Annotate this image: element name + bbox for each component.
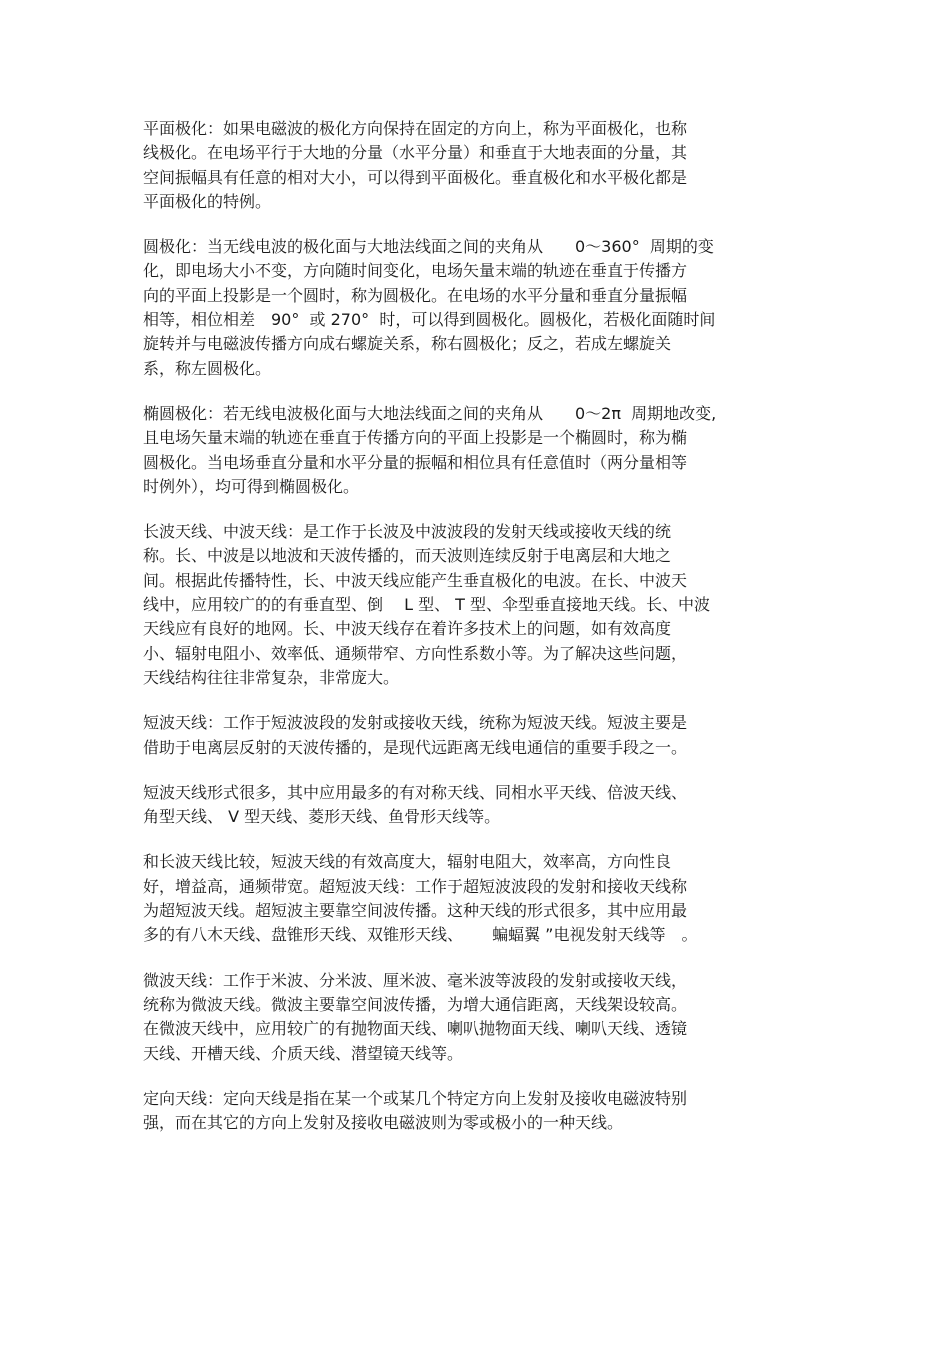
document-body xyxy=(143,117,793,1156)
text-line: 微波天线：工作于米波、分米波、厘米波、毫米波等波段的发射或接收天线， xyxy=(143,970,688,990)
paragraph-ultra-short-wave-antenna xyxy=(143,850,793,947)
text-line: 多的有八木天线、盘锥形天线、双锥形天线、 蝙蝠翼 ”电视发射天线等 。 xyxy=(143,925,698,945)
paragraph-plane-polarization xyxy=(143,117,793,214)
text-line: 角型天线、 V 型天线、菱形天线、鱼骨形天线等。 xyxy=(143,807,501,827)
text-line: 和长波天线比较，短波天线的有效高度大，辐射电阻大，效率高，方向性良 xyxy=(143,852,672,872)
text-line: 时例外），均可得到椭圆极化。 xyxy=(143,476,360,496)
text-line: 天线结构往往非常复杂，非常庞大。 xyxy=(143,667,400,687)
text-line: 向的平面上投影是一个圆时，称为圆极化。在电场的水平分量和垂直分量振幅 xyxy=(143,285,688,305)
text-line: 长波天线、中波天线：是工作于长波及中波波段的发射天线或接收天线的统 xyxy=(143,522,672,542)
text-line: 空间振幅具有任意的相对大小，可以得到平面极化。垂直极化和水平极化都是 xyxy=(143,167,688,187)
text-line: 间。根据此传播特性，长、中波天线应能产生垂直极化的电波。在长、中波天 xyxy=(143,570,688,590)
paragraph-circular-polarization xyxy=(143,235,793,381)
text-line: 圆极化。当电场垂直分量和水平分量的振幅和相位具有任意值时（两分量相等 xyxy=(143,452,688,472)
text-line: 小、辐射电阻小、效率低、通频带窄、方向性系数小等。为了解决这些问题， xyxy=(143,643,688,663)
text-line: 天线、开槽天线、介质天线、潜望镜天线等。 xyxy=(143,1043,464,1063)
text-line: 借助于电离层反射的天波传播的，是现代远距离无线电通信的重要手段之一。 xyxy=(143,737,688,757)
text-line: 线极化。在电场平行于大地的分量（水平分量）和垂直于大地表面的分量，其 xyxy=(143,143,688,163)
text-line: 椭圆极化：若无线电波极化面与大地法线面之间的夹角从 0～2π 周期地改变, xyxy=(143,403,717,423)
text-line: 为超短波天线。超短波主要靠空间波传播。这种天线的形式很多，其中应用最 xyxy=(143,901,688,921)
text-line: 好，增益高，通频带宽。超短波天线：工作于超短波波段的发射和接收天线称 xyxy=(143,876,688,896)
text-line: 平面极化：如果电磁波的极化方向保持在固定的方向上，称为平面极化，也称 xyxy=(143,119,688,138)
text-line: 统称为微波天线。微波主要靠空间波传播，为增大通信距离，天线架设较高。 xyxy=(143,994,688,1014)
text-line: 短波天线形式很多，其中应用最多的有对称天线、同相水平天线、倍波天线、 xyxy=(143,782,688,802)
paragraph-elliptical-polarization xyxy=(143,402,793,499)
text-line: 短波天线：工作于短波波段的发射或接收天线，统称为短波天线。短波主要是 xyxy=(143,713,688,733)
text-line: 定向天线：定向天线是指在某一个或某几个特定方向上发射及接收电磁波特别 xyxy=(143,1088,688,1108)
paragraph-directional-antenna xyxy=(143,1087,793,1136)
text-line: 在微波天线中，应用较广的有抛物面天线、喇叭抛物面天线、喇叭天线、透镜 xyxy=(143,1019,688,1039)
text-line: 天线应有良好的地网。长、中波天线存在着许多技术上的问题，如有效高度 xyxy=(143,619,672,639)
text-line: 强，而在其它的方向上发射及接收电磁波则为零或极小的一种天线。 xyxy=(143,1113,624,1133)
paragraph-short-wave-forms xyxy=(143,781,793,830)
text-line: 称。长、中波是以地波和天波传播的，而天波则连续反射于电离层和大地之 xyxy=(143,546,672,566)
text-line: 旋转并与电磁波传播方向成右螺旋关系，称右圆极化；反之，若成左螺旋关 xyxy=(143,334,672,354)
paragraph-short-wave-antenna xyxy=(143,711,793,760)
text-line: 圆极化：当无线电波的极化面与大地法线面之间的夹角从 0～360° 周期的变 xyxy=(143,237,714,257)
text-line: 平面极化的特例。 xyxy=(143,191,272,211)
paragraph-long-medium-wave-antenna xyxy=(143,520,793,690)
text-line: 化，即电场大小不变，方向随时间变化，电场矢量末端的轨迹在垂直于传播方 xyxy=(143,261,688,281)
text-line: 线中，应用较广的的有垂直型、倒 L 型、 T 型、伞型垂直接地天线。长、中波 xyxy=(143,595,711,615)
text-line: 相等，相位相差 90° 或 270° 时，可以得到圆极化。圆极化，若极化面随时间 xyxy=(143,310,716,330)
paragraph-microwave-antenna xyxy=(143,969,793,1066)
text-line: 系，称左圆极化。 xyxy=(143,358,272,378)
text-line: 且电场矢量末端的轨迹在垂直于传播方向的平面上投影是一个椭圆时，称为椭 xyxy=(143,428,688,448)
